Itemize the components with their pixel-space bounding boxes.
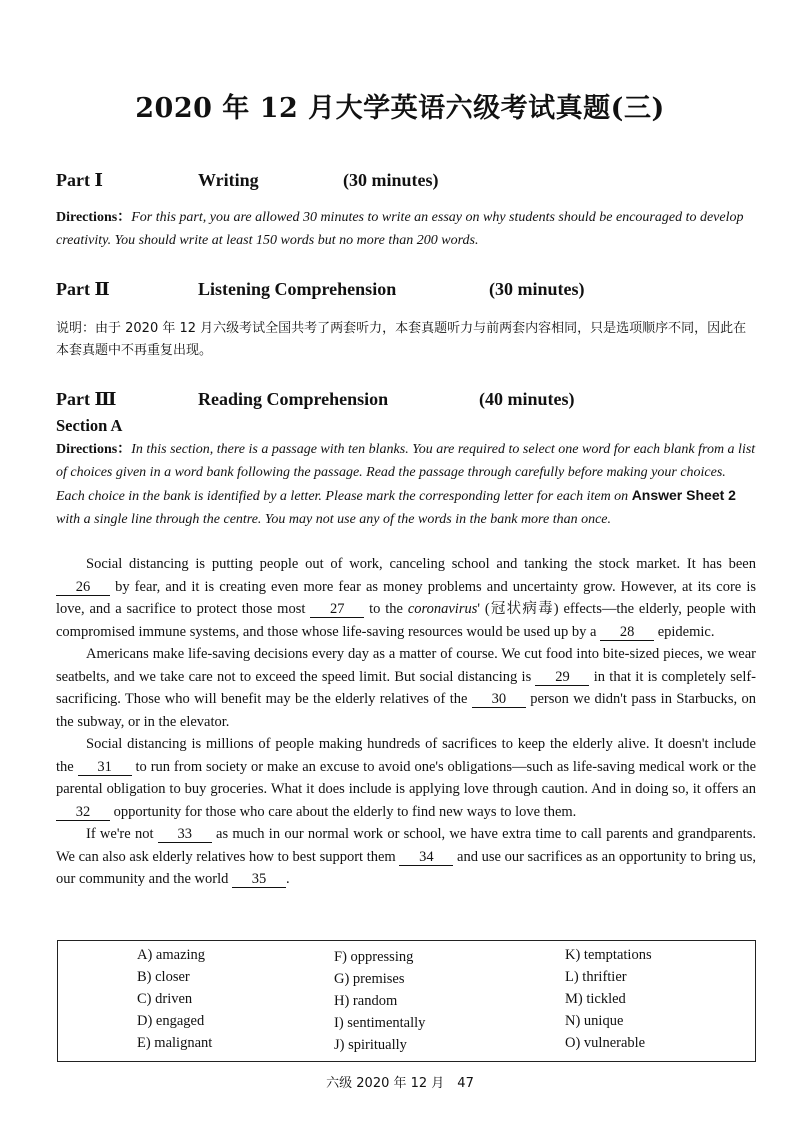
page-title: 2020 年 12 月大学英语六级考试真题(三): [135, 93, 665, 124]
blank-26: 26: [56, 580, 110, 596]
word-bank-item: J) spiritually: [334, 1037, 407, 1053]
word-bank-item: L) thriftier: [565, 969, 627, 985]
blank-35: 35: [232, 872, 286, 888]
answer-sheet-ref: Answer Sheet 2: [631, 487, 736, 503]
word-bank-box: [57, 940, 756, 1062]
directions-lead: Directions：: [56, 210, 132, 225]
section-a-heading: Section A: [56, 416, 123, 435]
part1-time: (30 minutes): [343, 170, 439, 190]
paragraph-3: [56, 733, 756, 823]
word-bank-item: M) tickled: [565, 991, 626, 1007]
part2-time: (30 minutes): [489, 279, 585, 299]
part1-name: Writing: [198, 170, 259, 190]
reading-passage: [56, 553, 756, 891]
passage-text: in that it is completely self-sacrificing. Those who will benefit may be the elderly relatives of the: [56, 668, 757, 707]
word-bank-item: A) amazing: [137, 947, 206, 963]
blank-28: 28: [600, 625, 654, 641]
passage-text: Social distancing is putting people out of work, canceling school and tanking the stock market. It has been: [86, 556, 756, 572]
passage-text: Social distancing is millions of people making hundreds of sacrifices to keep the elderly alive. It doesn't include the: [56, 736, 756, 775]
part3-label: Part Ⅲ: [56, 389, 117, 409]
blank-32: 32: [56, 805, 110, 821]
passage-text: as much in our normal work or school, we have extra time to call parents and grandparents. We can also ask elderly relatives how to best support them: [56, 826, 756, 865]
word-bank-item: F) oppressing: [334, 949, 414, 965]
paragraph-2: [56, 643, 756, 733]
directions-text: In this section, there is a passage with ten blanks. You are required to select one word for each blank from a list of choices given in a word bank following the passage. Read the passage through carefully before making your choices. Each choice in the bank is identified by a letter. Please mark the corresponding letter for each item on: [56, 442, 756, 504]
word-bank-item: O) vulnerable: [565, 1035, 646, 1051]
part3-directions: [56, 439, 756, 531]
passage-text: to the: [364, 601, 408, 617]
word-bank-item: H) random: [334, 993, 398, 1009]
word-bank-item: C) driven: [137, 991, 193, 1007]
directions-lead: Directions：: [56, 442, 132, 457]
blank-31: 31: [78, 760, 132, 776]
word-bank-item: I) sentimentally: [334, 1015, 426, 1031]
word-bank-item: N) unique: [565, 1013, 624, 1029]
part2-note: 说明：由于 2020 年 12 月六级考试全国共考了两套听力，本套真题听力与前两套内容相同，只是选项顺序不同，因此在本套真题中不再重复出现。: [56, 321, 747, 358]
word-bank-item: B) closer: [137, 969, 190, 985]
part1-directions: [56, 207, 756, 252]
passage-text: If we're not: [86, 826, 158, 842]
passage-text: to run from society or make an excuse to avoid one's obligations—such as life-saving medical work or the parental obligation to buy groceries. What it does include is applying love through caution. And in doing so, it offers an: [56, 758, 757, 797]
word-bank-item: E) malignant: [137, 1035, 213, 1051]
page-footer: 六级 2020 年 12 月 47: [326, 1076, 474, 1091]
passage-text: ' (冠状病毒) effects—the elderly, people with compromised immune systems, and those whose life-saving resources would be used up by a: [56, 601, 757, 640]
passage-italic: coronavirus: [407, 601, 478, 617]
paragraph-4: [56, 823, 756, 891]
part2-name: Listening Comprehension: [198, 279, 397, 299]
part3-time: (40 minutes): [479, 389, 575, 409]
blank-34: 34: [399, 850, 453, 866]
word-bank-item: K) temptations: [565, 947, 652, 963]
passage-text: and use our sacrifices as an opportunity to bring us, our community and the world: [56, 848, 756, 887]
directions-text: For this part, you are allowed 30 minutes to write an essay on why students should be encouraged to develop creativity. You should write at least 150 words but no more than 200 words.: [56, 210, 744, 248]
blank-33: 33: [158, 827, 212, 843]
blank-30: 30: [472, 692, 526, 708]
passage-text: by fear, and it is creating even more fear as money problems and uncertainty grow. However, at its core is love, and a sacrifice to protect those most: [56, 578, 756, 617]
part2-label: Part Ⅱ: [56, 279, 110, 299]
word-bank-item: D) engaged: [137, 1013, 205, 1029]
part1-label: Part Ⅰ: [56, 170, 103, 190]
word-bank-item: G) premises: [334, 971, 405, 987]
passage-text: opportunity for those who care about the elderly to find new ways to love them.: [110, 803, 577, 820]
paragraph-1: [56, 553, 756, 643]
part3-name: Reading Comprehension: [198, 389, 389, 409]
passage-text: epidemic.: [654, 623, 715, 640]
blank-27: 27: [310, 602, 364, 618]
blank-29: 29: [535, 670, 589, 686]
passage-text: Americans make life-saving decisions every day as a matter of course. We cut food into bite-sized pieces, we wear seatbelts, and we take care not to exceed the speed limit. But social distancing is: [56, 646, 756, 685]
passage-text: person we didn't pass in Starbucks, on the subway, or in the elevator.: [56, 691, 757, 730]
directions-text: with a single line through the centre. You may not use any of the words in the bank more than once.: [56, 511, 612, 527]
passage-text: .: [285, 871, 290, 887]
